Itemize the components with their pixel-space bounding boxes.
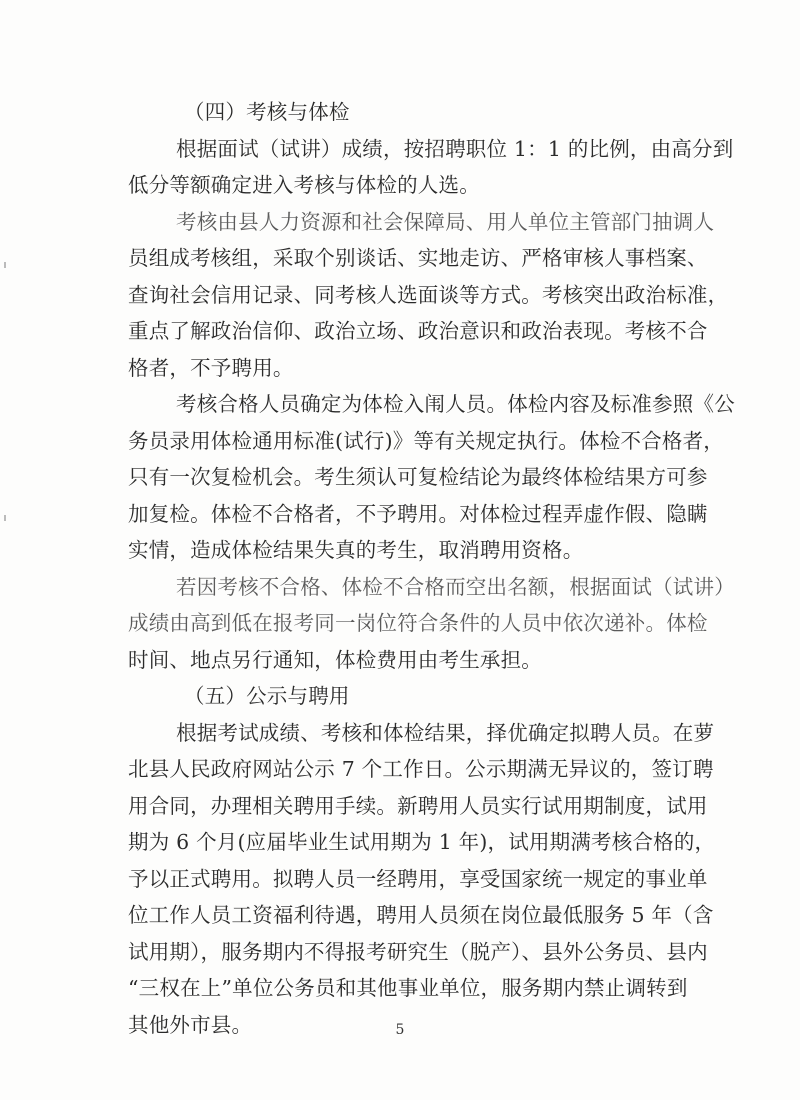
paragraph-publicity-hiring — [128, 715, 728, 1044]
scan-edge-mark — [4, 262, 6, 268]
paragraph-line: 实情，造成体检结果失真的考生，取消聘用资格。 — [128, 538, 584, 562]
paragraph-line: 若因考核不合格、体检不合格而空出名额，根据面试（试讲） — [176, 574, 735, 599]
paragraph-line: 成绩由高到低在报考同一岗位符合条件的人员中依次递补。体检 — [128, 611, 708, 635]
document-body — [128, 94, 735, 1043]
paragraph-line: 务员录用体检通用标准(试行)》等有关规定执行。体检不合格者， — [128, 428, 724, 453]
paragraph-medical-exam — [128, 386, 735, 569]
paragraph-assessment — [128, 204, 728, 387]
paragraph-line: 位工作人员工资福利待遇，聘用人员须在岗位最低服务 5 年（含 — [128, 903, 714, 927]
page-number: 5 — [395, 1022, 405, 1038]
paragraph-line: 根据考试成绩、考核和体检结果，择优确定拟聘人员。在萝 — [176, 720, 715, 745]
paragraph-line: 考核合格人员确定为体检入闱人员。体检内容及标准参照《公 — [176, 392, 735, 416]
paragraph-line: 予以正式聘用。拟聘人员一经聘用，享受国家统一规定的事业单 — [128, 866, 708, 891]
paragraph-line: 其他外市县。 — [128, 1012, 253, 1037]
paragraph-line: 格者，不予聘用。 — [128, 355, 294, 380]
paragraph-line: 考核由县人力资源和社会保障局、用人单位主管部门抽调人 — [176, 209, 715, 234]
paragraph-line: 期为 6 个月(应届毕业生试用期为 1 年)，试用期满考核合格的， — [128, 830, 716, 854]
paragraph-line: 北县人民政府网站公示 7 个工作日。公示期满无异议的，签订聘 — [128, 757, 714, 781]
paragraph-vacancy-filling — [128, 569, 735, 679]
paragraph-line: 加复检。体检不合格者，不予聘用。对体检过程弄虚作假、隐瞒 — [128, 501, 708, 526]
paragraph-line: “三权在上”单位公务员和其他事业单位，服务期内禁止调转到 — [128, 976, 688, 1000]
section-heading-assessment: （四）考核与体检 — [184, 100, 350, 124]
paragraph-line: 试用期），服务期内不得报考研究生（脱产）、县外公务员、县内 — [128, 939, 708, 964]
paragraph-line: 员组成考核组，采取个别谈话、实地走访、严格审核人事档案、 — [128, 246, 708, 270]
paragraph-line: 根据面试（试讲）成绩，按招聘职位 1：1 的比例，由高分到 — [176, 136, 734, 161]
paragraph-line: 重点了解政治信仰、政治立场、政治意识和政治表现。考核不合 — [128, 319, 708, 343]
paragraph-line: 低分等额确定进入考核与体检的人选。 — [128, 173, 480, 197]
paragraph-line: 查询社会信用记录、同考核人选面谈等方式。考核突出政治标准， — [128, 282, 729, 307]
paragraph-line: 时间、地点另行通知，体检费用由考生承担。 — [128, 647, 542, 672]
paragraph-selection — [128, 131, 734, 204]
paragraph-line: 只有一次复检机会。考生须认可复检结论为最终体检结果方可参 — [128, 465, 708, 489]
scan-edge-mark — [4, 515, 6, 521]
section-heading-publicity: （五）公示与聘用 — [184, 684, 350, 708]
paragraph-line: 用合同，办理相关聘用手续。新聘用人员实行试用期制度，试用 — [128, 793, 708, 818]
